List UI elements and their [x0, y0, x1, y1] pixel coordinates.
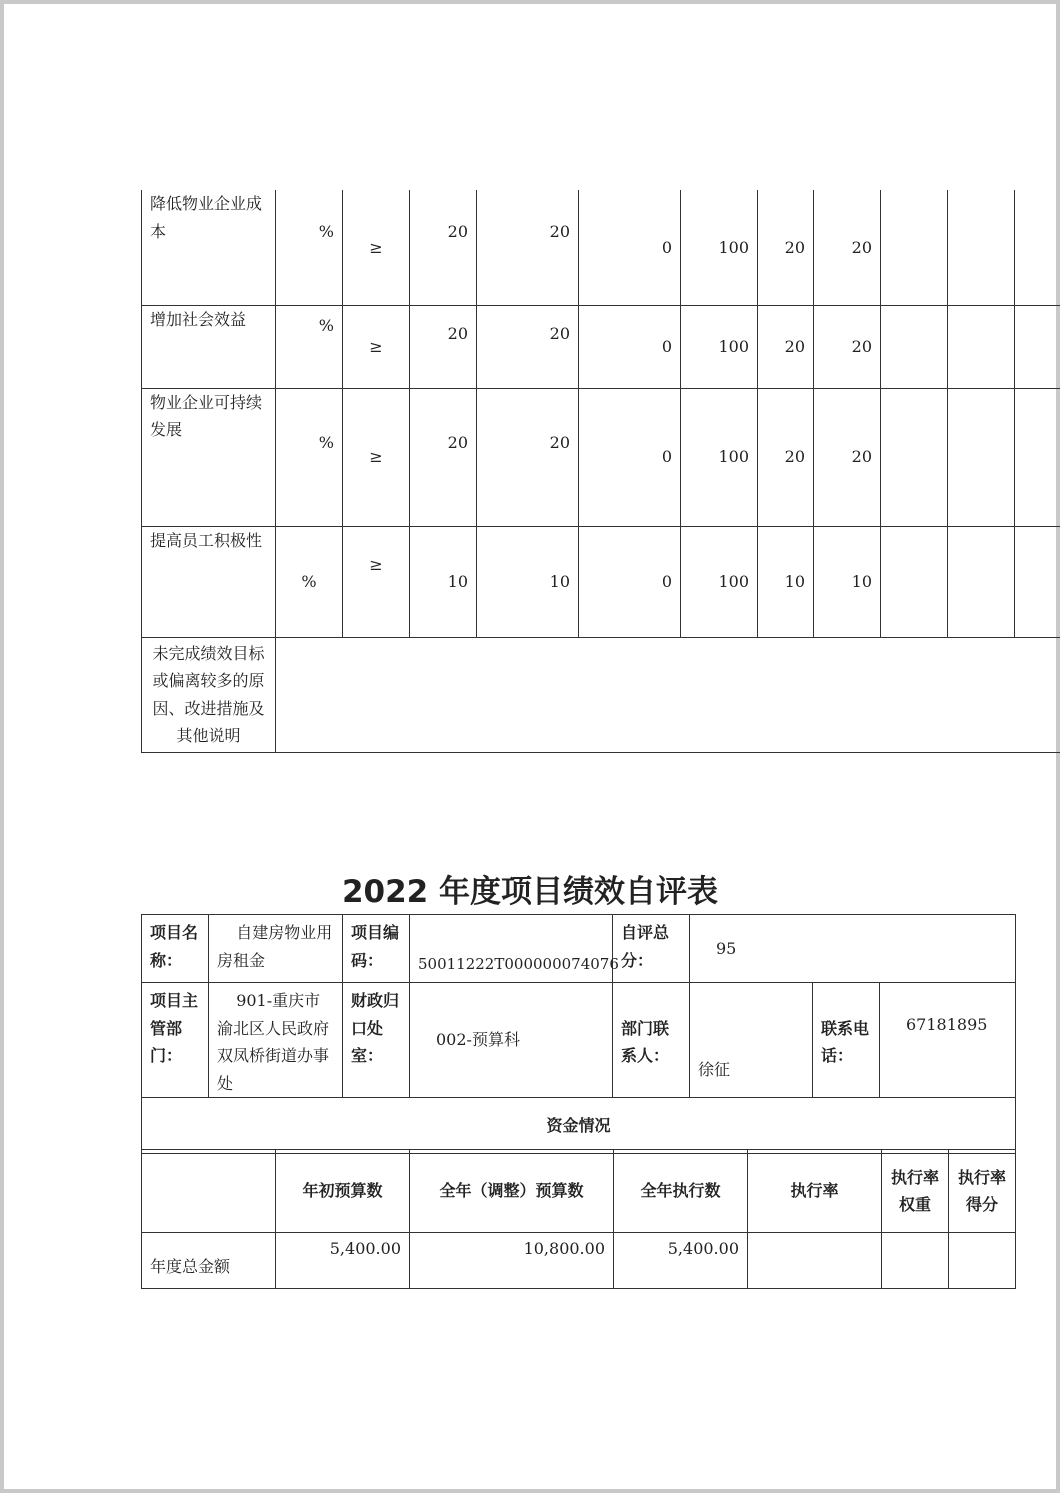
rate-score-header: 执行率得分 [949, 1150, 1016, 1233]
indicator-name: 增加社会效益 [142, 305, 276, 388]
empty-cell [1015, 526, 1060, 637]
project-code-value: 50011222T000000074076 [410, 915, 613, 983]
self-score-label: 自评总分： [613, 915, 690, 983]
form-title: 2022 年度项目绩效自评表 [341, 874, 719, 910]
indicator-name: 物业企业可持续发展 [142, 388, 276, 526]
funds-header-row-2 [142, 1150, 1016, 1233]
indicator-operator: ≥ [343, 305, 410, 388]
note-row [142, 637, 1060, 752]
indicator-deviation: 0 [579, 526, 681, 637]
indicator-actual: 20 [477, 190, 579, 305]
initial-budget-header-2: 年初预算数 [276, 1150, 410, 1233]
empty-cell [948, 388, 1015, 526]
indicator-deviation: 0 [579, 190, 681, 305]
execution-rate-header-2: 执行率 [748, 1150, 882, 1233]
indicator-weight: 20 [758, 190, 814, 305]
department-value: 901-重庆市渝北区人民政府双凤桥街道办事处 [209, 983, 343, 1098]
indicator-row [142, 305, 1060, 388]
indicator-name: 提高员工积极性 [142, 526, 276, 637]
empty-cell [881, 526, 948, 637]
project-name-value: 自建房物业用房租金 [209, 915, 343, 983]
empty-cell [948, 526, 1015, 637]
funds-section-title: 资金情况 [142, 1098, 1016, 1154]
indicator-weight: 20 [758, 305, 814, 388]
empty-cell [949, 1233, 1016, 1289]
indicator-weight: 20 [758, 388, 814, 526]
indicator-rate: 100 [681, 526, 758, 637]
indicator-unit: % [276, 526, 343, 637]
indicator-name: 降低物业企业成本 [142, 190, 276, 305]
phone-label: 联系电话： [813, 983, 880, 1098]
indicator-operator: ≥ [343, 190, 410, 305]
project-name-label: 项目名称： [142, 915, 209, 983]
indicator-unit: % [276, 305, 343, 388]
indicator-score: 20 [814, 190, 881, 305]
indicator-target: 20 [410, 305, 477, 388]
contact-value: 徐征 [690, 983, 813, 1098]
indicator-row [142, 190, 1060, 305]
executed-header-2: 全年执行数 [614, 1150, 748, 1233]
indicator-score: 20 [814, 305, 881, 388]
indicator-actual: 20 [477, 305, 579, 388]
empty-cell [948, 190, 1015, 305]
indicator-table [141, 190, 1060, 753]
department-label: 项目主管部门： [142, 983, 209, 1098]
indicator-rate: 100 [681, 305, 758, 388]
executed-value: 5,400.00 [614, 1233, 748, 1289]
funds-section-row [142, 1098, 1016, 1154]
empty-cell [881, 190, 948, 305]
indicator-row [142, 526, 1060, 637]
self-score-value: 95 [690, 915, 1016, 983]
annual-total-row [142, 1233, 1016, 1289]
empty-cell [142, 1150, 276, 1233]
empty-cell [1015, 190, 1060, 305]
adjusted-budget-value: 10,800.00 [410, 1233, 614, 1289]
phone-value: 67181895 [880, 983, 1016, 1098]
indicator-operator: ≥ [343, 526, 410, 637]
indicator-operator: ≥ [343, 388, 410, 526]
indicator-rate: 100 [681, 190, 758, 305]
note-label: 未完成绩效目标或偏离较多的原因、改进措施及其他说明 [142, 637, 276, 752]
indicator-target: 10 [410, 526, 477, 637]
rate-weight-header: 执行率权重 [882, 1150, 949, 1233]
funds-table [141, 1149, 1016, 1289]
indicator-actual: 20 [477, 388, 579, 526]
indicator-deviation: 0 [579, 388, 681, 526]
indicator-rate: 100 [681, 388, 758, 526]
empty-cell [948, 305, 1015, 388]
indicator-target: 20 [410, 388, 477, 526]
empty-cell [882, 1233, 949, 1289]
indicator-score: 10 [814, 526, 881, 637]
document-page [4, 4, 1056, 1489]
indicator-row [142, 388, 1060, 526]
empty-cell [1015, 388, 1060, 526]
indicator-unit: % [276, 388, 343, 526]
note-content [276, 637, 1060, 752]
empty-cell [881, 305, 948, 388]
project-code-label: 项目编码： [343, 915, 410, 983]
indicator-deviation: 0 [579, 305, 681, 388]
project-form-table [141, 914, 1016, 1154]
project-row-2 [142, 983, 1016, 1098]
indicator-actual: 10 [477, 526, 579, 637]
adjusted-budget-header-2: 全年（调整）预算数 [410, 1150, 614, 1233]
initial-budget-value: 5,400.00 [276, 1233, 410, 1289]
indicator-score: 20 [814, 388, 881, 526]
indicator-weight: 10 [758, 526, 814, 637]
contact-label: 部门联系人： [613, 983, 690, 1098]
empty-cell [881, 388, 948, 526]
finance-office-label: 财政归口处室： [343, 983, 410, 1098]
empty-cell [1015, 305, 1060, 388]
annual-total-label: 年度总金额 [142, 1233, 276, 1289]
project-row-1 [142, 915, 1016, 983]
finance-office-value: 002-预算科 [410, 983, 613, 1098]
empty-cell [748, 1233, 882, 1289]
indicator-target: 20 [410, 190, 477, 305]
indicator-unit: % [276, 190, 343, 305]
